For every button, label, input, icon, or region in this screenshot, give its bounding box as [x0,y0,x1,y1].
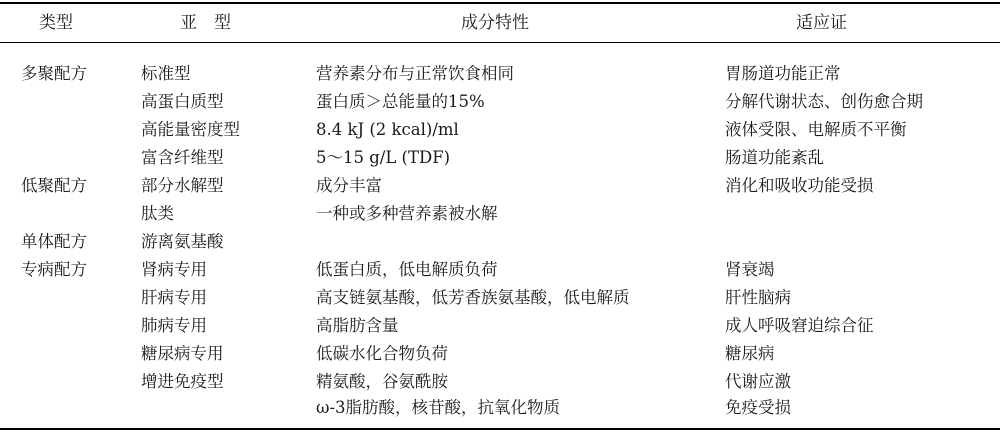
cell-features: 8.4 kJ (2 kcal)/ml [316,120,459,139]
cell-features: 成分丰富 [316,176,382,195]
table-row [0,119,1000,147]
header-subtype: 亚 型 [180,13,231,33]
cell-indications: 免疫受损 [725,398,791,417]
cell-features: 低蛋白质，低电解质负荷 [316,260,498,279]
cell-subtype: 标准型 [141,64,191,83]
cell-subtype: 高能量密度型 [141,120,240,139]
table-row [0,343,1000,371]
cell-subtype: 糖尿病专用 [141,344,224,363]
cell-subtype: 游离氨基酸 [141,232,224,251]
cell-indications: 分解代谢状态、创伤愈合期 [725,92,923,111]
cell-subtype: 肽类 [141,204,174,223]
header-indications: 适应证 [796,13,847,33]
table-row [0,231,1000,259]
cell-indications: 消化和吸收功能受损 [725,176,874,195]
cell-subtype: 高蛋白质型 [141,92,224,111]
cell-indications: 胃肠道功能正常 [725,64,841,83]
cell-subtype: 肝病专用 [141,288,207,307]
table-row [0,63,1000,91]
table-row [0,175,1000,203]
table-row [0,397,1000,425]
cell-type: 单体配方 [21,232,87,251]
cell-features: 低碳水化合物负荷 [316,344,448,363]
table-row [0,259,1000,287]
cell-features: 高支链氨基酸，低芳香族氨基酸，低电解质 [316,288,630,307]
table-row [0,371,1000,399]
cell-subtype: 肾病专用 [141,260,207,279]
table-row [0,91,1000,119]
cell-type: 低聚配方 [21,176,87,195]
cell-indications: 肠道功能紊乱 [725,148,824,167]
table-row [0,147,1000,175]
cell-subtype: 富含纤维型 [141,148,224,167]
cell-indications: 液体受限、电解质不平衡 [725,120,907,139]
table-bottom-rule [0,428,1000,430]
cell-indications: 糖尿病 [725,344,775,363]
cell-type: 专病配方 [21,260,87,279]
cell-features: ω-3脂肪酸，核苷酸，抗氧化物质 [316,398,561,417]
cell-features: 精氨酸，谷氨酰胺 [316,372,448,391]
cell-subtype: 增进免疫型 [141,372,224,391]
table-row [0,287,1000,315]
table-header-rule [0,42,1000,43]
cell-indications: 肝性脑病 [725,288,791,307]
cell-indications: 代谢应激 [725,372,791,391]
table-top-rule [0,2,1000,4]
table-row [0,203,1000,231]
header-features: 成分特性 [461,13,529,33]
cell-indications: 成人呼吸窘迫综合征 [725,316,874,335]
cell-features: 营养素分布与正常饮食相同 [316,64,514,83]
cell-subtype: 部分水解型 [141,176,224,195]
cell-features: 高脂肪含量 [316,316,399,335]
cell-features: 一种或多种营养素被水解 [316,204,498,223]
cell-indications: 肾衰竭 [725,260,775,279]
cell-features: 5～15 g/L (TDF) [316,148,451,167]
cell-type: 多聚配方 [21,64,87,83]
header-type: 类型 [39,13,73,33]
cell-subtype: 肺病专用 [141,316,207,335]
table-row [0,315,1000,343]
cell-features: 蛋白质＞总能量的15% [316,92,485,111]
